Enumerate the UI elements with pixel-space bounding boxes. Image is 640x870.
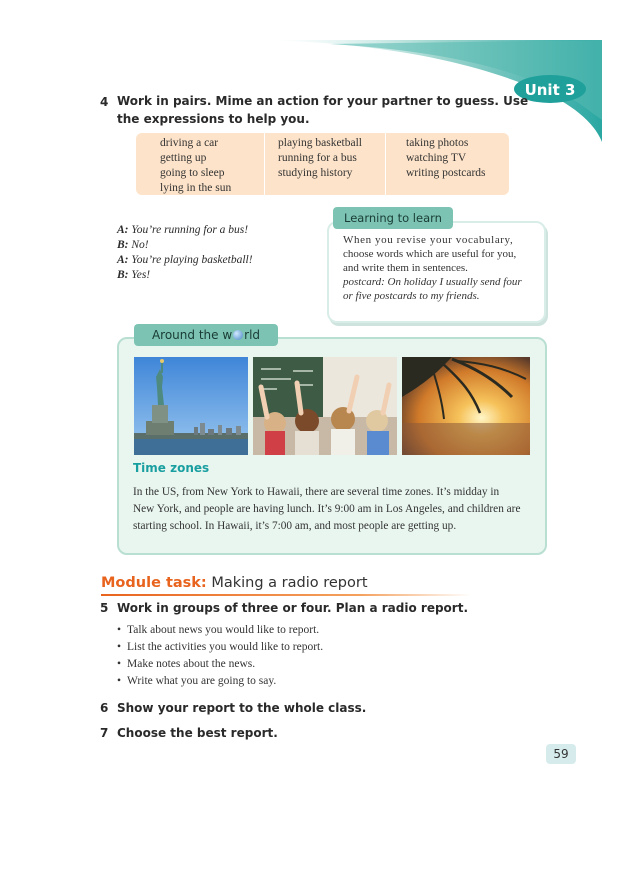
globe-icon xyxy=(233,330,243,340)
speaker: A: xyxy=(117,224,129,236)
learning-to-learn-tab: Learning to learn xyxy=(333,207,453,229)
tab-text: rld xyxy=(244,328,261,342)
task-instruction: Work in groups of three or four. Plan a radio report. xyxy=(117,601,468,615)
task-number: 6 xyxy=(100,701,109,715)
expressions-box xyxy=(136,133,509,195)
list-item: • Talk about news you would like to report. xyxy=(117,622,323,639)
task-instruction-line: Work in pairs. Mime an action for your partner to guess. Use xyxy=(117,94,529,108)
page-number: 59 xyxy=(546,744,576,764)
classroom-photo xyxy=(253,357,397,455)
tip-example-line: postcard: On holiday I usually send four xyxy=(343,276,522,288)
text-line: New York, and people are having lunch. It’s 9:00 am in Los Angeles, and children are xyxy=(133,503,521,515)
hawaii-sunset-photo xyxy=(402,357,530,455)
column-divider xyxy=(264,133,265,195)
learning-to-learn-text xyxy=(343,233,535,303)
statue-of-liberty-photo xyxy=(134,357,248,455)
tip-line: choose words which are useful for you, xyxy=(343,248,517,260)
list-item: • Write what you are going to say. xyxy=(117,673,323,690)
dialogue-text: No! xyxy=(131,239,149,251)
speaker: B: xyxy=(117,269,129,281)
tip-example xyxy=(343,275,535,303)
tip-line: and write them in sentences. xyxy=(343,262,468,274)
task-instruction: Choose the best report. xyxy=(117,726,278,740)
dialogue-text: You’re playing basketball! xyxy=(131,254,253,266)
task-bullet-list xyxy=(117,622,323,690)
expression: watching TV xyxy=(406,152,467,164)
list-item: • List the activities you would like to report. xyxy=(117,639,323,656)
text-line: In the US, from New York to Hawaii, there are several time zones. It’s midday in xyxy=(133,486,500,498)
time-zones-title: Time zones xyxy=(133,461,210,475)
tip-example-line: or five postcards to my friends. xyxy=(343,290,480,302)
time-zones-text xyxy=(133,484,533,535)
module-task-heading xyxy=(101,575,368,591)
task-number: 7 xyxy=(100,726,109,740)
dialogue-text: Yes! xyxy=(131,269,151,281)
task-instruction: Show your report to the whole class. xyxy=(117,701,367,715)
task-number: 5 xyxy=(100,601,109,615)
tab-text: Around the w xyxy=(151,328,233,342)
expression: taking photos xyxy=(406,137,469,149)
expression: playing basketball xyxy=(278,137,362,149)
expressions-column xyxy=(160,136,231,196)
expression: running for a bus xyxy=(278,152,357,164)
speaker: A: xyxy=(117,254,129,266)
list-item: • Make notes about the news. xyxy=(117,656,323,673)
expression: driving a car xyxy=(160,137,219,149)
expression: going to sleep xyxy=(160,167,225,179)
column-divider xyxy=(385,133,386,195)
heading-underline xyxy=(101,594,471,596)
dialogue-line xyxy=(117,238,253,253)
unit-badge: Unit 3 xyxy=(524,81,576,99)
expressions-column xyxy=(406,136,486,181)
text-line: starting school. In Hawaii, it’s 7:00 am, and most people are getting up. xyxy=(133,520,457,532)
expression: writing postcards xyxy=(406,167,486,179)
dialogue-text: You’re running for a bus! xyxy=(131,224,249,236)
expression: studying history xyxy=(278,167,353,179)
expression: lying in the sun xyxy=(160,182,232,194)
expressions-column xyxy=(278,136,362,181)
tip-line: When you revise your vocabulary, xyxy=(343,234,514,246)
speaker: B: xyxy=(117,239,129,251)
module-task-title: Making a radio report xyxy=(206,575,368,591)
dialogue-line xyxy=(117,253,253,268)
expression: getting up xyxy=(160,152,207,164)
task-number: 4 xyxy=(100,95,109,109)
task-instruction xyxy=(117,92,528,128)
task-instruction-line: the expressions to help you. xyxy=(117,112,310,126)
dialogue-line xyxy=(117,268,253,283)
around-the-world-tab xyxy=(134,324,278,346)
dialogue-line xyxy=(117,223,253,238)
module-task-label: Module task: xyxy=(101,575,207,591)
example-dialogue xyxy=(117,223,253,283)
